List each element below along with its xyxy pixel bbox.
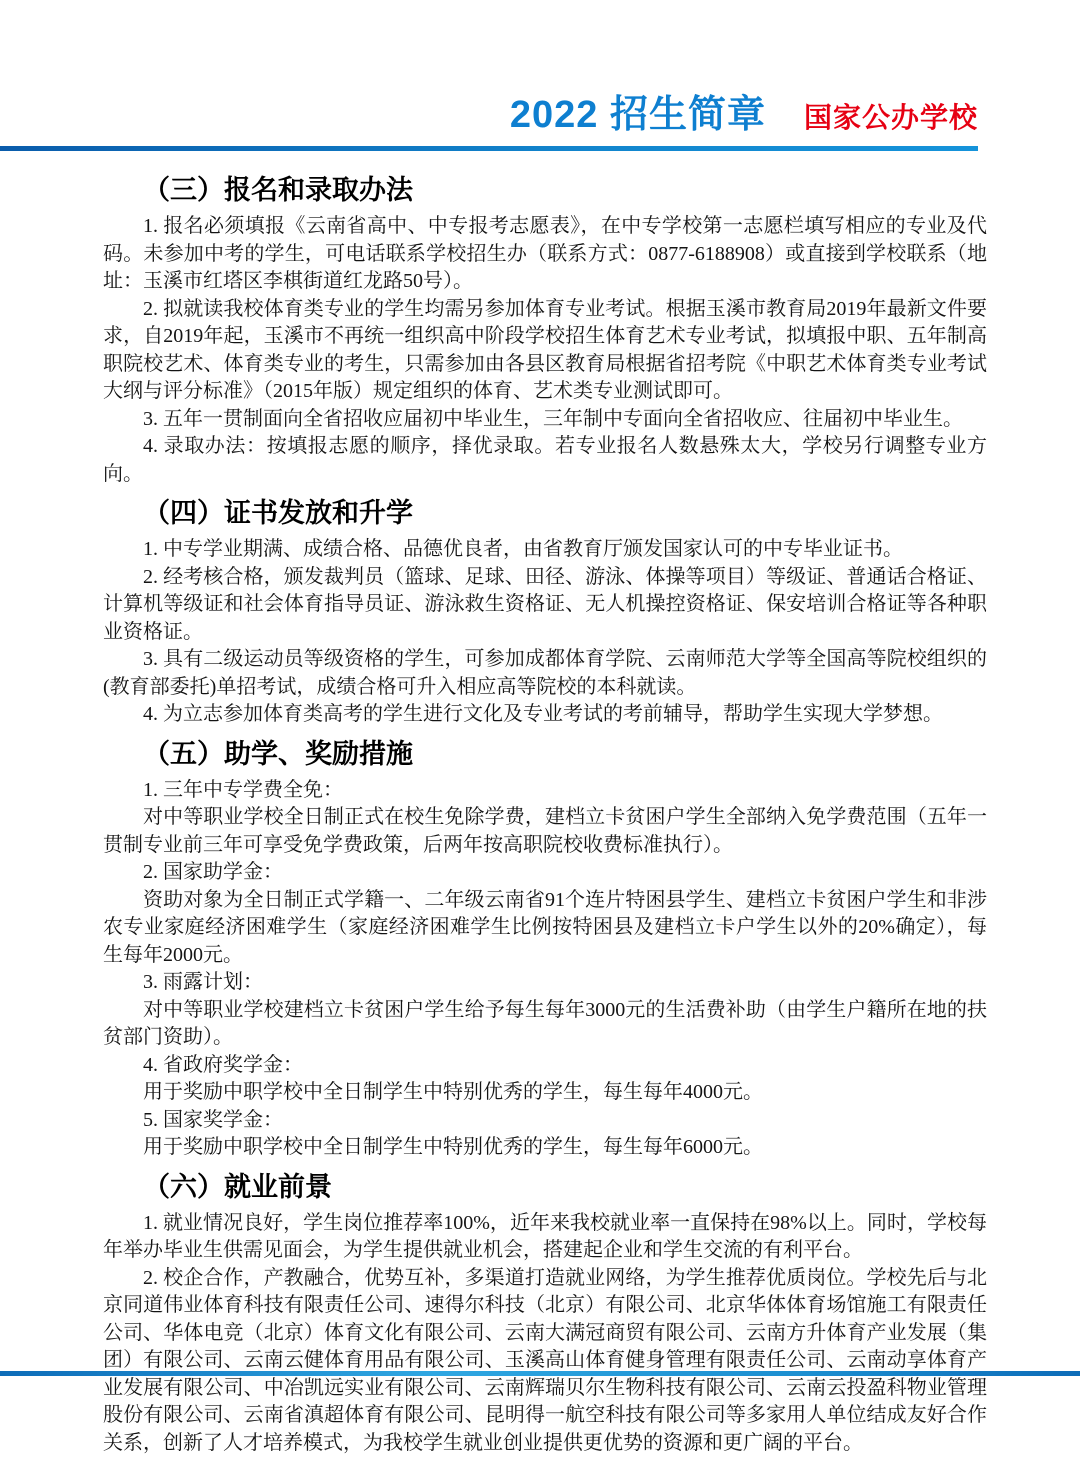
paragraph: 3. 五年一贯制面向全省招收应届初中毕业生，三年制中专面向全省招收应、往届初中毕业生。: [143, 407, 963, 430]
paragraph: 4. 省政府奖学金：: [143, 1053, 303, 1076]
paragraph: 5. 国家奖学金：: [143, 1108, 283, 1131]
paragraph: 1. 就业情况良好，学生岗位推荐率100%，近年来我校就业率一直保持在98%以上。同时，学校每年举办毕业生供需见面会，为学生提供就业机会，搭建起企业和学生交流的有利平台。: [103, 1211, 987, 1261]
footer-divider-rule: [0, 1371, 1080, 1376]
section-title: （五）助学、奖励措施: [143, 738, 413, 769]
paragraph: 4. 录取办法：按填报志愿的顺序，择优录取。若专业报名人数悬殊太大，学校另行调整专业方向。: [103, 435, 987, 485]
section: [103, 497, 987, 729]
paragraph: 对中等职业学校全日制正式在校生免除学费，建档立卡贫困户学生全部纳入免学费范围（五年一贯制专业前三年可享受免学费政策，后两年按高职院校收费标准执行）。: [103, 806, 987, 856]
section-title: （三）报名和录取办法: [143, 175, 413, 205]
document-body: [103, 174, 987, 1457]
section-title: （六）就业前景: [143, 1171, 332, 1202]
section: [103, 174, 987, 488]
paragraph: 1. 报名必须填报《云南省高中、中专报考志愿表》，在中专学校第一志愿栏填写相应的专业及代码。未参加中考的学生，可电话联系学校招生办（联系方式：0877-6188908）或直接到学校联系（地址：玉溪市红塔区李棋街道红龙路50号）。: [103, 215, 987, 292]
paragraph: 2. 校企合作，产教融合，优势互补，多渠道打造就业网络，为学生推荐优质岗位。学校先后与北京同道伟业体育科技有限责任公司、速得尔科技（北京）有限公司、北京华体体育场馆施工有限责任公司、华体电竞（北京）体育文化有限公司、云南大满冠商贸有限公司、云南方升体育产业发展（集团）有限公司、云南云健体育用品有限公司、玉溪高山体育健身管理有限责任公司、云南动享体育产业发展有限公司、中冶凯远实业有限公司、云南辉瑞贝尔生物科技有限公司、云南云投盈科物业管理股份有限公司、云南省滇超体育有限公司、昆明得一航空科技有限公司等多家用人单位结成友好合作关系，创新了人才培养模式，为我校学生就业创业提供更优势的资源和更广阔的平台。: [103, 1266, 987, 1454]
paragraph: 4. 为立志参加体育类高考的学生进行文化及专业考试的考前辅导，帮助学生实现大学梦想。: [143, 703, 943, 725]
paragraph: 2. 经考核合格，颁发裁判员（篮球、足球、田径、游泳、体操等项目）等级证、普通话合格证、计算机等级证和社会体育指导员证、游泳救生资格证、无人机操控资格证、保安培训合格证等各种职业资格证。: [103, 565, 987, 643]
paragraph: 用于奖励中职学校中全日制学生中特别优秀的学生，每生每年6000元。: [143, 1136, 763, 1158]
brochure-year-title: 2022 招生简章: [509, 94, 766, 136]
paragraph: 3. 具有二级运动员等级资格的学生，可参加成都体育学院、云南师范大学等全国高等院校组织的(教育部委托)单招考试，成绩合格可升入相应高等院校的本科就读。: [103, 648, 987, 698]
paragraph: 资助对象为全日制正式学籍一、二年级云南省91个连片特困县学生、建档立卡贫困户学生和非涉农专业家庭经济困难学生（家庭经济困难学生比例按特困县及建档立卡户学生以外的20%确定），每生每年2000元。: [103, 888, 987, 966]
paragraph: 2. 国家助学金：: [143, 861, 283, 883]
paragraph: 2. 拟就读我校体育类专业的学生均需另参加体育专业考试。根据玉溪市教育局2019年最新文件要求，自2019年起，玉溪市不再统一组织高中阶段学校招生体育艺术专业考试，拟填报中职、五年制高职院校艺术、体育类专业的考生，只需参加由各县区教育局根据省招考院《中职艺术体育类专业考试大纲与评分标准》（2015年版）规定组织的体育、艺术类专业测试即可。: [103, 297, 987, 402]
paragraph: 3. 雨露计划：: [143, 971, 263, 993]
paragraph: 用于奖励中职学校中全日制学生中特别优秀的学生，每生每年4000元。: [143, 1081, 763, 1103]
paragraph: 1. 中专学业期满、成绩合格、品德优良者，由省教育厅颁发国家认可的中专毕业证书。: [143, 538, 903, 560]
public-school-badge: 国家公办学校: [803, 102, 978, 133]
header-divider-rule: [0, 146, 978, 151]
section: [103, 738, 987, 1162]
paragraph: 对中等职业学校建档立卡贫困户学生给予每生每年3000元的生活费补助（由学生户籍所在地的扶贫部门资助）。: [103, 998, 987, 1048]
paragraph: 1. 三年中专学费全免：: [143, 778, 343, 801]
section: [103, 1171, 987, 1458]
section-title: （四）证书发放和升学: [143, 498, 413, 528]
page-header: [0, 96, 978, 134]
